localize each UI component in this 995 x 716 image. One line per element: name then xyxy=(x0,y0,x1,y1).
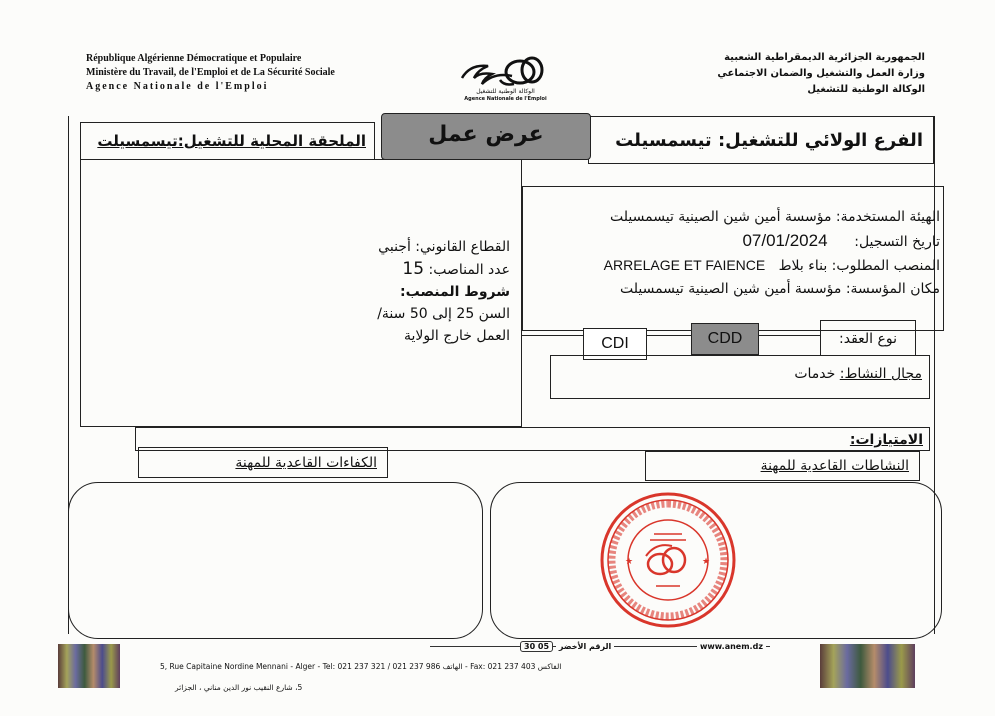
svg-text:★: ★ xyxy=(702,557,711,567)
positions-label: عدد المناصب: xyxy=(428,262,510,278)
color-bar-left xyxy=(58,644,120,688)
competencies-label: الكفاءات القاعدية للمهنة xyxy=(138,447,388,478)
registration-label: تاريخ التسجيل: xyxy=(854,234,940,250)
footer-green-line xyxy=(520,642,766,651)
employer: الهيئة المستخدمة: مؤسسة أمين شين الصينية تيسمسيلت xyxy=(610,209,940,225)
green-number: 30 05 xyxy=(520,641,553,652)
privileges-label: الامتيازات: xyxy=(135,427,930,451)
positions-value: 15 xyxy=(402,259,425,279)
competencies-box xyxy=(68,482,483,639)
footer-address-ar: 5، شارع النقيب نور الدين مناني ، الجزائر xyxy=(175,683,303,692)
work-condition: العمل خارج الولاية xyxy=(404,328,510,344)
official-stamp-icon xyxy=(598,490,738,630)
header-fr-line-3: Agence Nationale de l'Emploi xyxy=(86,81,269,92)
age-condition: السن 25 إلى 50 سنة/ xyxy=(377,306,510,322)
header-ar-line-3: الوكالة الوطنية للتشغيل xyxy=(807,84,925,95)
header-arabic xyxy=(717,50,925,98)
local-branch-label: الملحقة المحلية للتشغيل:تيسمسيلت xyxy=(80,122,375,160)
green-number-label: الرقم الأخضر xyxy=(556,642,614,651)
legal-sector: القطاع القانوني: أجنبي xyxy=(378,239,510,255)
registration-date: 07/01/2024 xyxy=(742,231,828,250)
activity-row xyxy=(794,366,922,382)
header-fr-line-2: Ministère du Travail, de l'Emploi et de La Sécurité Sociale xyxy=(86,67,335,78)
header-fr-line-1: République Algérienne Démocratique et Populaire xyxy=(86,53,302,64)
conditions-title: شروط المنصب: xyxy=(400,284,510,300)
footer-address-fr: 5, Rue Capitaine Nordine Mennani - Alger - Tel: 021 237 321 / 021 237 986 الهاتف - Fax: 021 237 403 الفاكس xyxy=(160,662,562,671)
header-ar-line-2: وزارة العمل والتشغيل والضمان الاجتماعي xyxy=(717,68,925,79)
location: مكان المؤسسة: مؤسسة أمين شين الصينية تيسمسيلت xyxy=(619,281,940,297)
connector-line xyxy=(522,335,820,336)
activity-value: خدمات xyxy=(794,366,836,382)
wilaya-branch-label: الفرع الولائي للتشغيل: تيسمسيلت xyxy=(588,116,934,164)
right-info xyxy=(604,206,940,301)
position-label: المنصب المطلوب: بناء بلاط xyxy=(778,258,940,274)
logo-french-text: Agence Nationale de l'Emploi xyxy=(464,96,547,102)
left-info xyxy=(377,236,510,347)
positions-row xyxy=(377,258,510,281)
contract-type-label: نوع العقد: xyxy=(820,320,916,356)
page-title: عرض عمل xyxy=(381,113,591,160)
contract-cdi-option: CDI xyxy=(583,328,647,360)
header-ar-line-1: الجمهورية الجزائرية الديمقراطية الشعبية xyxy=(724,52,925,63)
header-french xyxy=(86,52,335,94)
contract-cdd-option: CDD xyxy=(691,323,759,355)
position-row xyxy=(604,254,940,278)
registration-row xyxy=(604,229,940,254)
color-bar-right xyxy=(820,644,915,688)
logo-arabic-text: الوكالة الوطنية للتشغيل xyxy=(476,88,535,95)
activity-label: مجال النشاط: xyxy=(839,366,922,382)
svg-text:★: ★ xyxy=(625,557,634,567)
website: www.anem.dz xyxy=(697,642,766,651)
activities-label: النشاطات القاعدية للمهنة xyxy=(645,451,920,481)
position-french: ARRELAGE ET FAIENCE xyxy=(603,257,766,273)
